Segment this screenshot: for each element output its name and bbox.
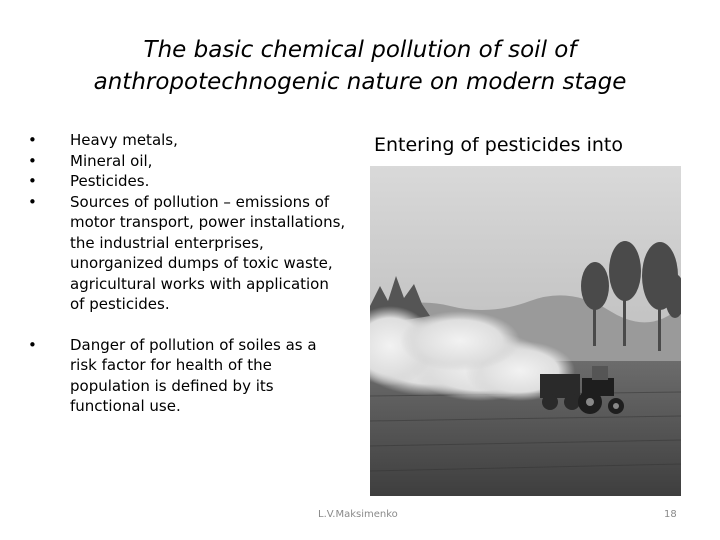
bullet-marker: • xyxy=(28,151,37,170)
bullet-text: Pesticides. xyxy=(70,172,150,190)
bullet-item-sources xyxy=(28,192,348,315)
bullet-marker: • xyxy=(28,192,37,211)
bullet-text: Danger of pollution of soiles as a risk factor for health of the population is defined by its functional use. xyxy=(70,335,317,415)
bullet-marker: • xyxy=(28,172,37,190)
picture-caption: Entering of pesticides into xyxy=(374,134,623,156)
title-line-1: The basic chemical pollution of soil of xyxy=(143,37,577,63)
bullet-item-mineral-oil xyxy=(28,151,348,172)
bullet-marker: • xyxy=(28,131,37,149)
bullet-text: Sources of pollution – emissions of motor transport, power installations, the industrial enterprises, unorganized dumps of toxic waste, agricultural works with application of pesticides. xyxy=(70,192,346,313)
bullet-marker: • xyxy=(28,335,37,354)
slide-title xyxy=(0,34,720,98)
title-line-2: anthropotechnogenic nature on modern stage xyxy=(93,69,627,95)
bullet-list xyxy=(28,130,348,417)
bullet-text: Heavy metals, xyxy=(70,131,178,149)
bullet-item-danger xyxy=(28,335,348,417)
page-number: 18 xyxy=(664,509,677,520)
bullet-text: Mineral oil, xyxy=(70,151,153,170)
footer-author: L.V.Maksimenko xyxy=(318,509,398,520)
bullet-item-heavy-metals xyxy=(28,130,348,151)
photo-illustration xyxy=(370,166,681,496)
tractor-spraying-photo xyxy=(370,166,681,496)
bullet-item-pesticides xyxy=(28,171,348,192)
